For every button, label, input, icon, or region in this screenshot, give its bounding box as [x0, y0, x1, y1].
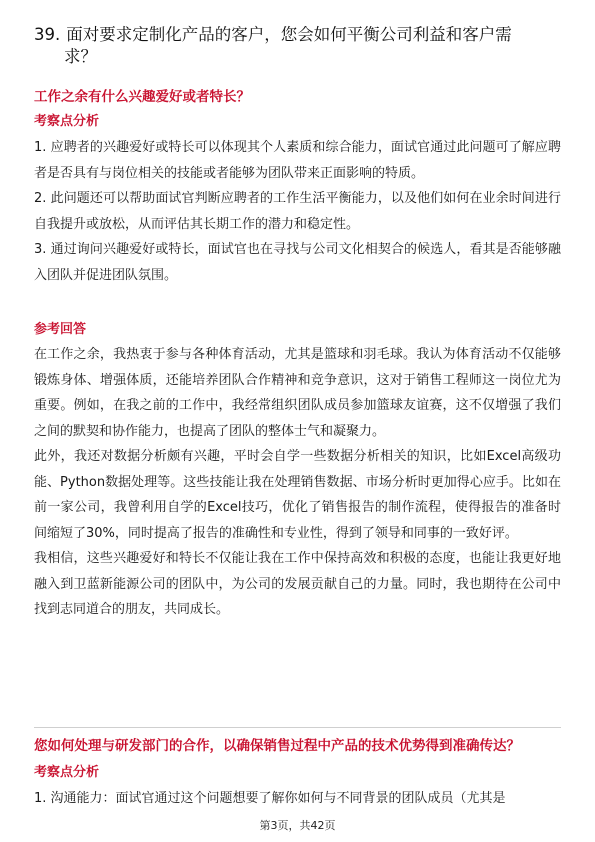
- section-divider: [34, 727, 561, 728]
- question-title: [34, 24, 564, 68]
- analysis-item: 3. 通过询问兴趣爱好或特长，面试官也在寻找与公司文化相契合的候选人，看其是否能够融入团队并促进团队氛围。: [34, 242, 561, 283]
- analysis-item: 1. 沟通能力：面试官通过这个问题想要了解你如何与不同背景的团队成员（尤其是: [34, 791, 506, 806]
- analysis-item: 1. 应聘者的兴趣爱好或特长可以体现其个人素质和综合能力，面试官通过此问题可了解应聘者是否具有与岗位相关的技能或者能够为团队带来正面影响的特质。: [34, 140, 561, 181]
- block2-heading-wrap: [34, 736, 561, 756]
- answer-paragraph: 我相信，这些兴趣爱好和特长不仅能让我在工作中保持高效和积极的态度，也能让我更好地融入到卫蓝新能源公司的团队中，为公司的发展贡献自己的力量。同时，我也期待在公司中找到志同道合的朋友，共同成长。: [34, 551, 561, 617]
- block1-heading: 工作之余有什么兴趣爱好或者特长？: [34, 89, 250, 105]
- block1-answer: [34, 342, 561, 623]
- question-number: 39.: [34, 25, 61, 44]
- block1-answer-label: 参考回答: [34, 322, 87, 337]
- block1-analysis: [34, 135, 561, 288]
- block1-analysis-label-wrap: [34, 112, 561, 132]
- question-text-line1: 面对要求定制化产品的客户，您会如何平衡公司利益和客户需: [66, 25, 512, 44]
- block1-heading-wrap: [34, 87, 561, 107]
- block2-analysis-label-wrap: [34, 763, 561, 783]
- answer-paragraph: 此外，我还对数据分析颇有兴趣，平时会自学一些数据分析相关的知识，比如Excel高级功能、Python数据处理等。这些技能让我在处理销售数据、市场分析时更加得心应手。比如在前一家公司，我曾利用自学的Excel技巧，优化了销售报告的制作流程，使得报告的准备时间缩短了30%，同时提高了报告的准确性和专业性，得到了领导和同事的一致好评。: [34, 449, 561, 541]
- analysis-item: 2. 此问题还可以帮助面试官判断应聘者的工作生活平衡能力，以及他们如何在业余时间进行自我提升或放松，从而评估其长期工作的潜力和稳定性。: [34, 191, 561, 232]
- block1-answer-label-wrap: [34, 320, 561, 340]
- question-text-line2: 求？: [64, 47, 97, 66]
- page-footer: 第3页，共42页: [259, 819, 336, 832]
- answer-paragraph: 在工作之余，我热衷于参与各种体育活动，尤其是篮球和羽毛球。我认为体育活动不仅能够锻炼身体、增强体质，还能培养团队合作精神和竞争意识，这对于销售工程师这一岗位尤为重要。例如，在我之前的工作中，我经常组织团队成员参加篮球友谊赛，这不仅增强了我们之间的默契和协作能力，也提高了团队的整体士气和凝聚力。: [34, 347, 561, 439]
- block2-heading: 您如何处理与研发部门的合作，以确保销售过程中产品的技术优势得到准确传达？: [34, 738, 520, 754]
- block2-analysis-label: 考察点分析: [34, 765, 100, 780]
- block2-analysis: [34, 786, 561, 812]
- block1-analysis-label: 考察点分析: [34, 114, 100, 129]
